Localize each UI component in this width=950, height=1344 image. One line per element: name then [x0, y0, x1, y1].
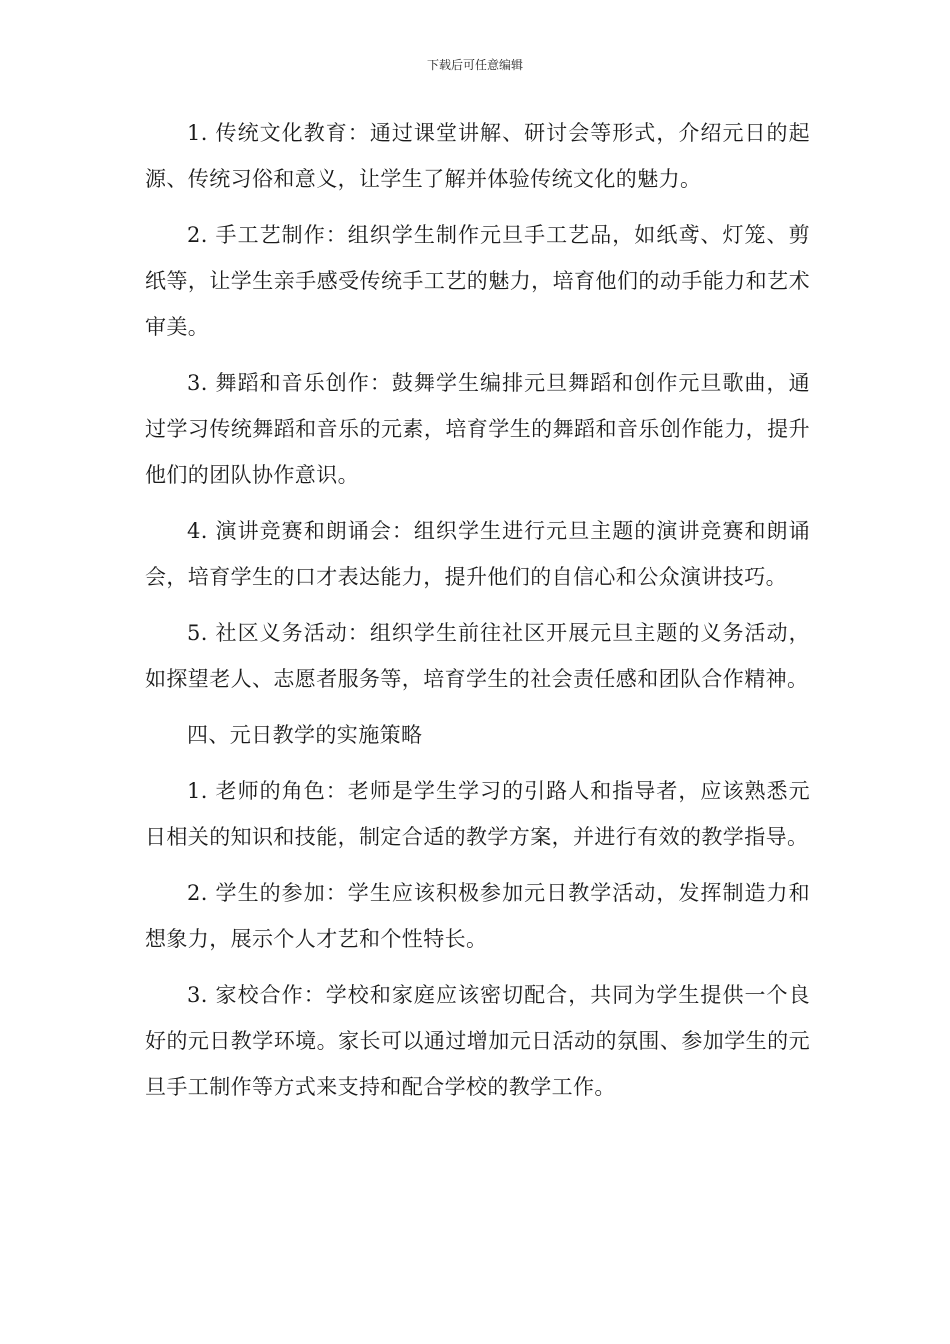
paragraph-teacher-role: 1. 老师的角色：老师是学生学习的引路人和指导者，应该熟悉元日相关的知识和技能，制定合适的教学方案，并进行有效的教学指导。: [145, 779, 810, 849]
paragraph-student-participation: 2. 学生的参加：学生应该积极参加元日教学活动，发挥制造力和想象力，展示个人才艺和个性特长。: [145, 881, 810, 951]
paragraph-dance-music: 3. 舞蹈和音乐创作：鼓舞学生编排元旦舞蹈和创作元旦歌曲，通过学习传统舞蹈和音乐的元素，培育学生的舞蹈和音乐创作能力，提升他们的团队协作意识。: [145, 371, 810, 487]
paragraph-traditional-culture: 1. 传统文化教育：通过课堂讲解、研讨会等形式，介绍元日的起源、传统习俗和意义，让学生了解并体验传统文化的魅力。: [145, 121, 810, 191]
paragraph-community-service: 5. 社区义务活动：组织学生前往社区开展元旦主题的义务活动，如探望老人、志愿者服务等，培育学生的社会责任感和团队合作精神。: [145, 621, 810, 691]
paragraph-speech-contest: 4. 演讲竞赛和朗诵会：组织学生进行元旦主题的演讲竞赛和朗诵会，培育学生的口才表达能力，提升他们的自信心和公众演讲技巧。: [145, 519, 810, 589]
section-heading-strategy: 四、元日教学的实施策略: [187, 723, 423, 747]
paragraph-handicraft: 2. 手工艺制作：组织学生制作元旦手工艺品，如纸鸢、灯笼、剪纸等，让学生亲手感受传统手工艺的魅力，培育他们的动手能力和艺术审美。: [145, 223, 810, 339]
page-header: 下载后可任意编辑: [426, 58, 523, 72]
document-body: [145, 110, 810, 1120]
paragraph-home-school: 3. 家校合作：学校和家庭应该密切配合，共同为学生提供一个良好的元日教学环境。家长可以通过增加元日活动的氛围、参加学生的元旦手工制作等方式来支持和配合学校的教学工作。: [145, 983, 810, 1099]
